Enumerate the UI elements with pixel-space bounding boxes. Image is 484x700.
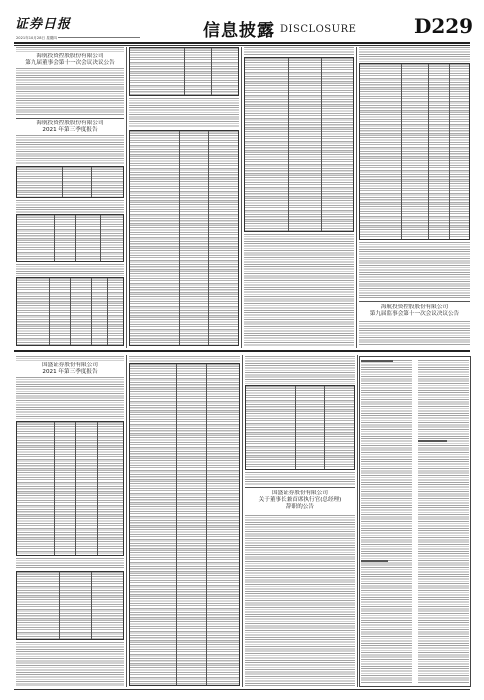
column-divider — [357, 355, 358, 687]
text-block — [16, 47, 124, 52]
text-block — [16, 200, 124, 213]
data-table — [244, 57, 354, 232]
data-table — [16, 214, 124, 262]
data-table — [16, 571, 124, 640]
table-column-line — [401, 64, 402, 239]
table-column-line — [49, 278, 50, 345]
text-block — [359, 242, 470, 299]
notice-title: 关于董事长兼首席执行官(总经理) — [258, 496, 342, 503]
text-block — [16, 135, 124, 164]
table-column-line — [295, 386, 296, 469]
notice-heading — [16, 362, 124, 376]
table-column-line — [54, 215, 55, 261]
notice-separator — [359, 301, 470, 302]
notice-company: 国盛证券股份有限公司 — [272, 490, 328, 496]
notice-heading — [16, 53, 124, 67]
table-column-line — [107, 278, 108, 345]
column-divider — [356, 47, 357, 348]
notice-company: 海航投资控股股份有限公司 — [380, 304, 449, 310]
data-table — [16, 277, 124, 346]
data-table — [129, 363, 240, 686]
text-block — [129, 356, 240, 362]
text-block — [359, 321, 470, 346]
data-table — [16, 421, 124, 556]
notice-company: 海航投资控股股份有限公司 — [36, 120, 104, 126]
table-column-line — [288, 58, 289, 231]
header-rule-thin — [14, 45, 470, 46]
table-column-line — [91, 572, 92, 639]
table-column-line — [91, 167, 92, 197]
notice-company: 海航投资控股股份有限公司 — [36, 53, 104, 59]
table-column-line — [54, 422, 55, 555]
section-divider — [14, 350, 470, 352]
notice-title: 第九届董事会第十一次会议决议公告 — [25, 59, 115, 66]
text-block — [129, 98, 239, 128]
text-block — [245, 472, 355, 485]
text-block — [16, 356, 124, 361]
text-block — [359, 47, 470, 62]
table-column-line — [176, 364, 177, 685]
subheading-line — [418, 440, 447, 442]
table-column-line — [324, 386, 325, 469]
table-column-line — [75, 215, 76, 261]
data-table — [129, 130, 239, 346]
notice-separator — [245, 487, 355, 488]
footer-rule — [14, 689, 470, 690]
table-column-line — [449, 64, 450, 239]
text-block — [244, 47, 354, 56]
text-block — [16, 377, 124, 419]
text-block — [244, 234, 354, 346]
data-table — [129, 47, 239, 96]
table-column-line — [70, 278, 71, 345]
table-column-line — [75, 422, 76, 555]
masthead-logo: 证券日报 — [15, 17, 72, 32]
text-block — [16, 68, 124, 116]
table-column-line — [91, 278, 92, 345]
table-column-line — [184, 48, 185, 95]
table-column-line — [179, 131, 180, 345]
table-column-line — [59, 572, 60, 639]
subheading-line — [361, 560, 388, 562]
table-column-line — [206, 364, 207, 685]
text-block — [16, 642, 124, 686]
text-block — [245, 356, 355, 384]
column-divider — [126, 355, 127, 687]
data-table — [359, 63, 470, 240]
notice-title: 2021 年第三季度报告 — [42, 126, 98, 133]
table-column-line — [428, 64, 429, 239]
page-number: D229 — [414, 14, 474, 38]
column-divider — [242, 355, 243, 687]
column-divider — [126, 47, 127, 348]
section-title: 信息披露 — [203, 21, 275, 41]
table-column-line — [208, 131, 209, 345]
table-column-line — [100, 215, 101, 261]
table-column-line — [97, 422, 98, 555]
masthead-date: 2021年10月28日 星期四 — [16, 36, 57, 40]
table-column-line — [321, 58, 322, 231]
notice-title: 第九届监事会第十一次会议决议公告 — [369, 310, 460, 317]
notice-separator — [16, 118, 124, 119]
section-subtitle: DISCLOSURE — [280, 24, 357, 35]
column-divider — [241, 47, 242, 348]
text-block — [245, 515, 355, 686]
subheading-line — [361, 360, 393, 362]
notice-company: 国盛证券股份有限公司 — [42, 362, 98, 368]
notice-heading — [16, 120, 124, 134]
masthead-contact-line — [58, 37, 140, 38]
table-column-line — [211, 48, 212, 95]
notice-title-line2: 辞职的公告 — [286, 503, 314, 510]
notice-heading — [245, 490, 355, 511]
text-block — [16, 558, 124, 569]
data-table — [245, 385, 355, 470]
notice-heading — [359, 304, 470, 318]
header-rule-thick — [14, 42, 470, 44]
text-block — [361, 360, 412, 684]
table-column-line — [62, 167, 63, 197]
text-block — [418, 360, 469, 684]
text-block — [16, 264, 124, 276]
notice-title: 2021 年第三季度报告 — [42, 368, 98, 375]
data-table — [16, 166, 124, 198]
